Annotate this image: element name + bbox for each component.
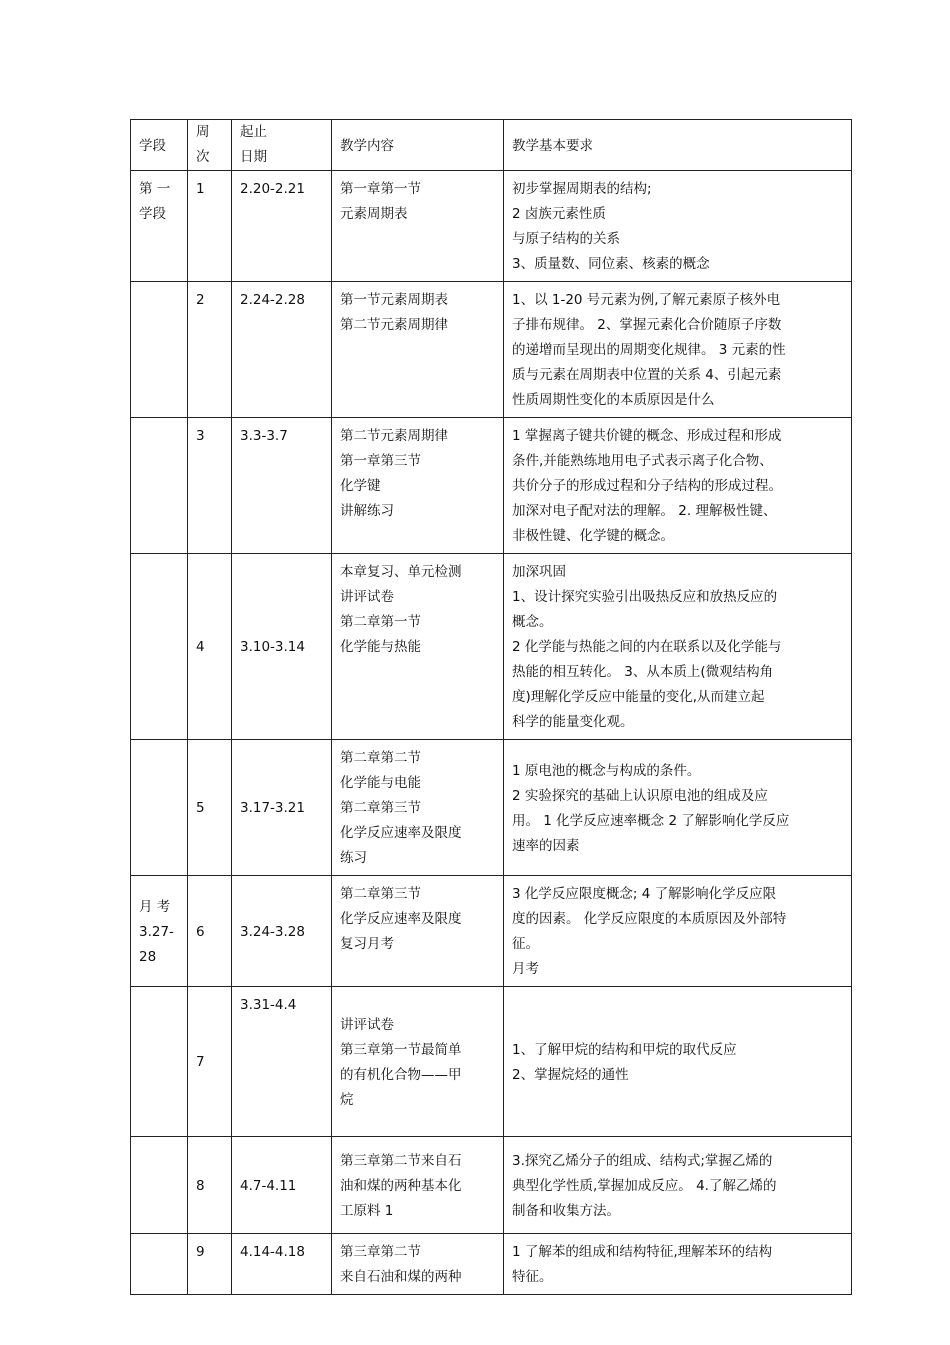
table-row xyxy=(131,282,852,418)
cell-line: 初步掌握周期表的结构; xyxy=(512,181,652,197)
content-cell xyxy=(332,987,504,1137)
table-row xyxy=(131,1234,852,1295)
date-cell xyxy=(232,740,332,876)
cell-line: 讲解练习 xyxy=(340,503,394,519)
cell-line: 第一章第一节 xyxy=(340,181,421,197)
content-cell xyxy=(332,876,504,987)
stage-cell xyxy=(131,418,188,554)
cell-line: 的有机化合物——甲 xyxy=(340,1066,462,1083)
requirements-cell xyxy=(504,171,852,282)
table-row xyxy=(131,418,852,554)
week-number: 2 xyxy=(196,292,205,308)
header-week: 周 次 xyxy=(188,120,232,171)
cell-line: 讲评试卷 xyxy=(340,589,394,605)
cell-line: 1、设计探究实验引出吸热反应和放热反应的 xyxy=(512,589,778,605)
table-row xyxy=(131,876,852,987)
table-row xyxy=(131,987,852,1137)
requirements-cell xyxy=(504,1137,852,1234)
content-cell xyxy=(332,171,504,282)
cell-line: 化学反应速率及限度 xyxy=(340,825,462,841)
week-cell xyxy=(188,171,232,282)
cell-line: 用。 1 化学反应速率概念 2 了解影响化学反应 xyxy=(512,812,790,829)
requirements-cell xyxy=(504,987,852,1137)
table-row xyxy=(131,554,852,740)
table-row xyxy=(131,1137,852,1234)
stage-cell xyxy=(131,1234,188,1295)
cell-line: 3.探究乙烯分子的组成、结构式;掌握乙烯的 xyxy=(512,1152,773,1169)
cell-line: 第二章第三节 xyxy=(340,886,421,902)
cell-line: 月考 xyxy=(512,961,539,977)
week-number: 4 xyxy=(196,639,205,655)
cell-line: 度)理解化学反应中能量的变化,从而建立起 xyxy=(512,689,765,705)
cell-line: 油和煤的两种基本化 xyxy=(340,1177,462,1194)
cell-line: 复习月考 xyxy=(340,936,394,952)
stage-cell xyxy=(131,876,188,987)
content-cell xyxy=(332,282,504,418)
cell-line: 第一节元素周期表 xyxy=(340,292,448,308)
stage-cell xyxy=(131,987,188,1137)
date-range: 4.7-4.11 xyxy=(240,1177,297,1194)
cell-line: 速率的因素 xyxy=(512,837,580,854)
cell-line: 第二章第三节 xyxy=(340,800,421,816)
cell-line: 第一章第三节 xyxy=(340,453,421,469)
week-cell xyxy=(188,740,232,876)
requirements-cell xyxy=(504,418,852,554)
week-cell xyxy=(188,1137,232,1234)
week-number: 1 xyxy=(196,181,205,197)
week-cell xyxy=(188,418,232,554)
table-row xyxy=(131,171,852,282)
requirements-cell xyxy=(504,554,852,740)
date-range: 3.17-3.21 xyxy=(240,800,305,816)
stage-cell xyxy=(131,171,188,282)
date-cell xyxy=(232,876,332,987)
date-range: 3.3-3.7 xyxy=(240,428,288,444)
content-cell xyxy=(332,1234,504,1295)
week-cell xyxy=(188,554,232,740)
cell-line: 2 化学能与热能之间的内在联系以及化学能与 xyxy=(512,639,782,655)
week-cell xyxy=(188,282,232,418)
cell-line: 质与元素在周期表中位置的关系 4、引起元素 xyxy=(512,367,782,383)
week-number: 8 xyxy=(196,1177,205,1194)
cell-line: 制备和收集方法。 xyxy=(512,1202,620,1219)
cell-line: 与原子结构的关系 xyxy=(512,231,620,247)
content-cell xyxy=(332,1137,504,1234)
table-row xyxy=(131,740,852,876)
header-requirements: 教学基本要求 xyxy=(504,120,852,171)
cell-line: 第二章第二节 xyxy=(340,750,421,766)
cell-line: 第二章第一节 xyxy=(340,614,421,630)
cell-line: 第二节元素周期律 xyxy=(340,428,448,444)
cell-line: 1 了解苯的组成和结构特征,理解苯环的结构 xyxy=(512,1244,773,1260)
header-content: 教学内容 xyxy=(332,120,504,171)
week-cell xyxy=(188,876,232,987)
week-cell xyxy=(188,987,232,1137)
cell-line: 1、以 1-20 号元素为例,了解元素原子核外电 xyxy=(512,292,781,308)
cell-line: 第三章第二节 xyxy=(340,1244,421,1260)
cell-line: 工原料 1 xyxy=(340,1202,394,1219)
cell-line: 第 一 xyxy=(139,181,171,197)
cell-line: 练习 xyxy=(340,850,367,866)
stage-cell xyxy=(131,554,188,740)
cell-line: 28 xyxy=(139,948,157,965)
date-cell xyxy=(232,418,332,554)
cell-line: 1 原电池的概念与构成的条件。 xyxy=(512,762,701,779)
week-number: 6 xyxy=(196,923,205,940)
requirements-cell xyxy=(504,876,852,987)
cell-line: 共价分子的形成过程和分子结构的形成过程。 xyxy=(512,478,782,494)
cell-line: 化学键 xyxy=(340,478,381,494)
cell-line: 第三章第二节来自石 xyxy=(340,1152,462,1169)
cell-line: 加深巩固 xyxy=(512,564,566,580)
cell-line: 月 考 xyxy=(139,898,171,915)
cell-line: 加深对电子配对法的理解。 2. 理解极性键、 xyxy=(512,503,777,519)
cell-line: 条件,并能熟练地用电子式表示离子化合物、 xyxy=(512,453,773,469)
cell-line: 子排布规律。 2、掌握元素化合价随原子序数 xyxy=(512,317,782,333)
cell-line: 概念。 xyxy=(512,614,553,630)
date-range: 4.14-4.18 xyxy=(240,1244,305,1260)
stage-cell xyxy=(131,1137,188,1234)
cell-line: 3 化学反应限度概念; 4 了解影响化学反应限 xyxy=(512,886,777,902)
date-cell xyxy=(232,1234,332,1295)
date-cell xyxy=(232,554,332,740)
cell-line: 典型化学性质,掌握加成反应。 4.了解乙烯的 xyxy=(512,1177,777,1194)
date-cell xyxy=(232,171,332,282)
cell-line: 化学能与电能 xyxy=(340,775,421,791)
cell-line: 来自石油和煤的两种 xyxy=(340,1269,462,1285)
date-range: 2.20-2.21 xyxy=(240,181,305,197)
cell-line: 化学能与热能 xyxy=(340,639,421,655)
date-cell xyxy=(232,1137,332,1234)
cell-line: 热能的相互转化。 3、从本质上(微观结构角 xyxy=(512,664,774,680)
date-range: 3.24-3.28 xyxy=(240,923,305,940)
cell-line: 第二节元素周期律 xyxy=(340,317,448,333)
date-range: 2.24-2.28 xyxy=(240,292,305,308)
date-cell xyxy=(232,987,332,1137)
cell-line: 学段 xyxy=(139,206,166,222)
cell-line: 第三章第一节最简单 xyxy=(340,1041,462,1058)
week-cell xyxy=(188,1234,232,1295)
cell-line: 3.27- xyxy=(139,923,174,940)
cell-line: 2 卤族元素性质 xyxy=(512,206,606,222)
requirements-cell xyxy=(504,1234,852,1295)
content-cell xyxy=(332,740,504,876)
content-cell xyxy=(332,418,504,554)
cell-line: 征。 xyxy=(512,936,539,952)
teaching-plan-table xyxy=(130,119,852,1295)
cell-line: 1 掌握离子键共价键的概念、形成过程和形成 xyxy=(512,428,782,444)
requirements-cell xyxy=(504,740,852,876)
cell-line: 1、了解甲烷的结构和甲烷的取代反应 xyxy=(512,1041,737,1058)
cell-line: 2 实验探究的基础上认识原电池的组成及应 xyxy=(512,787,768,804)
cell-line: 度的因素。 化学反应限度的本质原因及外部特 xyxy=(512,911,787,927)
week-number: 9 xyxy=(196,1244,205,1260)
cell-line: 性质周期性变化的本质原因是什么 xyxy=(512,392,715,408)
requirements-cell xyxy=(504,282,852,418)
cell-line: 特征。 xyxy=(512,1269,553,1285)
week-number: 5 xyxy=(196,800,205,816)
cell-line: 科学的能量变化观。 xyxy=(512,714,634,730)
cell-line: 3、质量数、同位素、核素的概念 xyxy=(512,256,710,272)
content-cell xyxy=(332,554,504,740)
stage-cell xyxy=(131,740,188,876)
cell-line: 非极性键、化学键的概念。 xyxy=(512,528,674,544)
cell-line: 讲评试卷 xyxy=(340,1016,394,1033)
date-range: 3.31-4.4 xyxy=(240,997,297,1013)
week-number: 3 xyxy=(196,428,205,444)
date-cell xyxy=(232,282,332,418)
header-dates: 起止 日期 xyxy=(232,120,332,171)
week-number: 7 xyxy=(196,1054,205,1070)
cell-line: 的递增而呈现出的周期变化规律。 3 元素的性 xyxy=(512,342,786,358)
cell-line: 2、掌握烷烃的通性 xyxy=(512,1066,629,1083)
header-stage: 学段 xyxy=(131,120,188,171)
cell-line: 化学反应速率及限度 xyxy=(340,911,462,927)
header-row xyxy=(131,120,852,171)
date-range: 3.10-3.14 xyxy=(240,639,305,655)
cell-line: 本章复习、单元检测 xyxy=(340,564,462,580)
cell-line: 烷 xyxy=(340,1091,354,1108)
cell-line: 元素周期表 xyxy=(340,206,408,222)
stage-cell xyxy=(131,282,188,418)
